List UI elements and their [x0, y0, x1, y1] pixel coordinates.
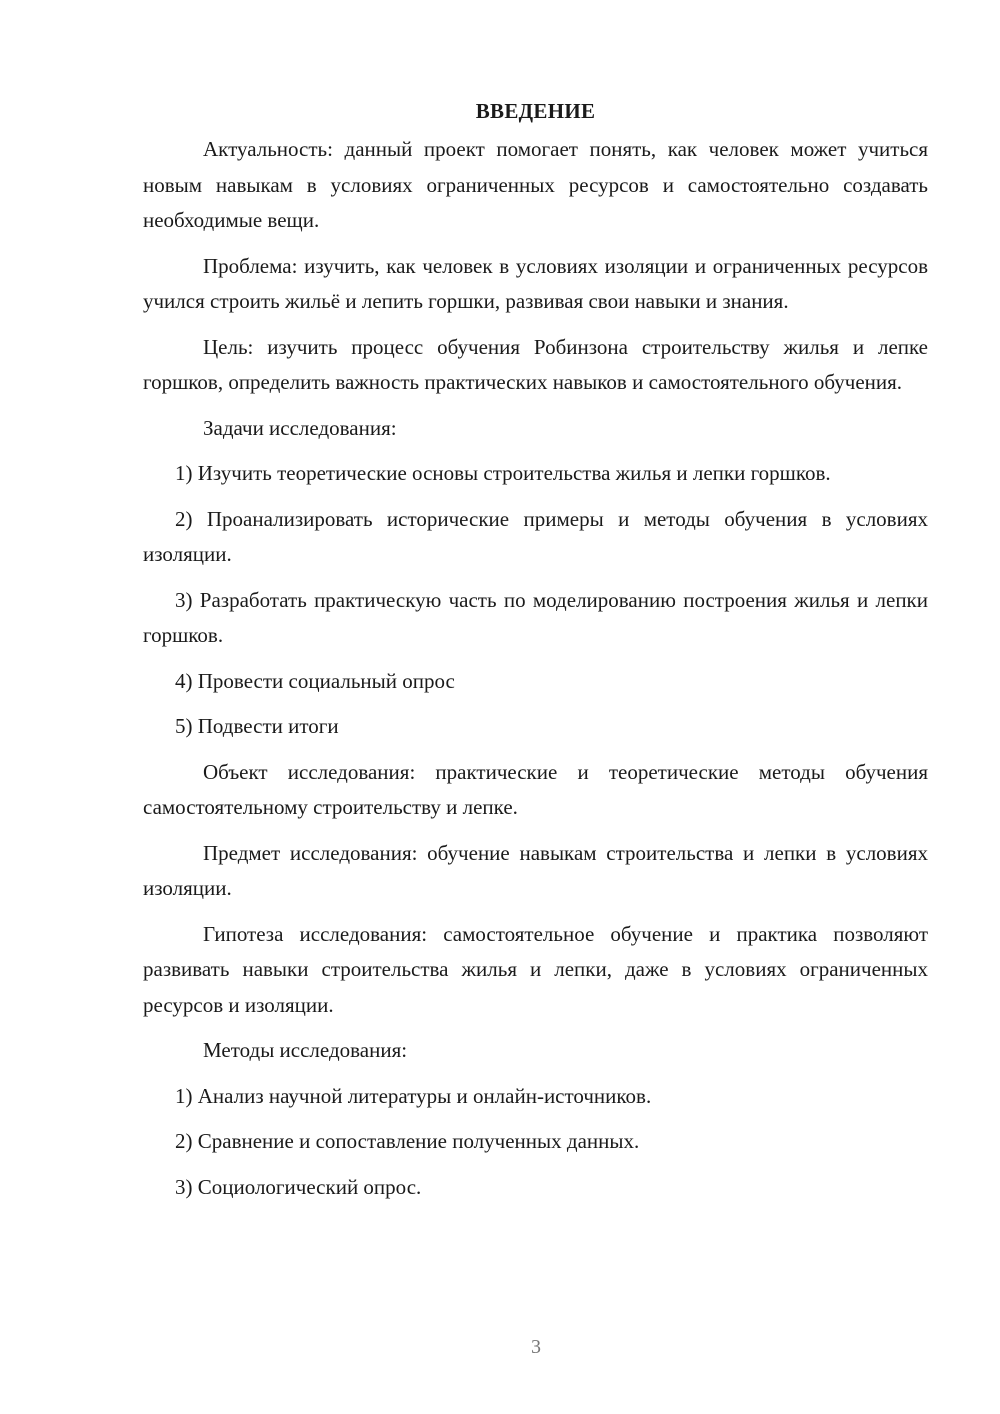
goal-paragraph: Цель: изучить процесс обучения Робинзона строительству жилья и лепке горшков, определить важность практических навыков и самостоятельного обучения. — [143, 334, 928, 394]
page-title: ВВЕДЕНИЕ — [475, 99, 596, 123]
task-item: 5) Подвести итоги — [175, 714, 339, 738]
task-item: 3) Разработать практическую часть по моделированию построения жилья и лепки горшков. — [143, 587, 928, 647]
object-paragraph: Объект исследования: практические и теоретические методы обучения самостоятельному строительству и лепке. — [143, 759, 928, 819]
subject-paragraph: Предмет исследования: обучение навыкам строительства и лепки в условиях изоляции. — [143, 840, 928, 900]
method-item: 1) Анализ научной литературы и онлайн-источников. — [175, 1083, 652, 1108]
task-item: 2) Проанализировать исторические примеры и методы обучения в условиях изоляции. — [143, 506, 928, 566]
methods-heading: Методы исследования: — [203, 1038, 408, 1062]
tasks-heading: Задачи исследования: — [203, 415, 397, 440]
task-item: 4) Провести социальный опрос — [175, 668, 455, 693]
method-item: 2) Сравнение и сопоставление полученных данных. — [175, 1129, 640, 1153]
hypothesis-paragraph: Гипотеза исследования: самостоятельное обучение и практика позволяют развивать навыки строительства жилья и лепки, даже в условиях ограниченных ресурсов и изоляции. — [143, 921, 928, 1017]
relevance-paragraph: Актуальность: данный проект помогает понять, как человек может учиться новым навыкам в условиях ограниченных ресурсов и самостоятельно создавать необходимые вещи. — [143, 137, 928, 232]
document-page — [143, 96, 928, 1215]
task-item: 1) Изучить теоретические основы строительства жилья и лепки горшков. — [175, 461, 831, 485]
page-number: 3 — [531, 1336, 541, 1358]
problem-paragraph: Проблема: изучить, как человек в условиях изоляции и ограниченных ресурсов учился строить жильё и лепить горшки, развивая свои навыки и знания. — [143, 253, 928, 313]
method-item: 3) Социологический опрос. — [175, 1174, 422, 1199]
